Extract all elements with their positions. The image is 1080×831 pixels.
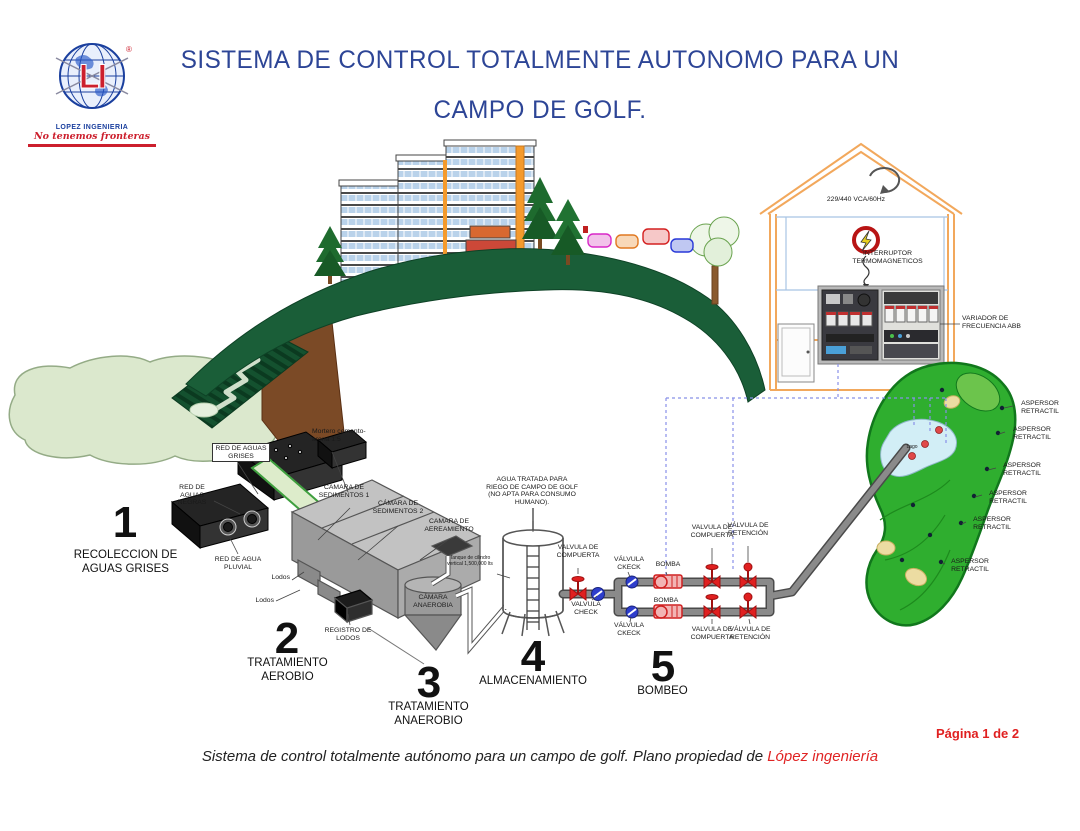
bunker: [877, 541, 895, 555]
footer-caption: [0, 748, 1080, 765]
label-camara-aereamiento: CAMARA DE AEREAMIENTO: [424, 518, 474, 533]
logo-underline: [28, 144, 156, 147]
label-valvula-ckeck-bottom: VÁLVULA CKECK: [613, 622, 645, 637]
label-bomba-top: BOMBA: [655, 561, 681, 568]
label-bomba-bottom: BOMBA: [653, 597, 679, 604]
check-valve-bottom: [626, 606, 638, 618]
label-lago: Lago: [906, 444, 918, 450]
label-tanque: Tanque de cilindro vertical 1,500,000 lts: [447, 555, 493, 567]
label-valvula-ckeck-top: VÁLVULA CKECK: [613, 556, 645, 571]
footer-brand: López ingeniería: [767, 748, 879, 765]
label-valvula-retencion-bottom: VÁLVULA DE RETENCIÓN: [729, 626, 771, 641]
label-aspersor-2: ASPERSOR RETRACTIL: [1013, 426, 1051, 441]
label-lodos-2: Lodos: [255, 597, 274, 604]
stage-3-label: TRATAMIENTO ANAEROBIO: [388, 701, 469, 728]
label-aspersor-6: ASPERSOR RETRACTIL: [951, 558, 989, 573]
label-aspersor-1: ASPERSOR RETRACTIL: [1021, 400, 1059, 415]
label-valvula-compuerta-tank: VALVULA DE COMPUERTA: [556, 544, 600, 559]
stage-5-number: 5: [650, 642, 676, 691]
stage-2-label: TRATAMIENTO AEROBIO: [247, 657, 328, 684]
label-red-aguas-negras: RED DE AGUAS NEGRAS: [177, 484, 207, 507]
label-aspersor-4: ASPERSOR RETRACTIL: [989, 490, 1027, 505]
label-camara-anaerobia: CÁMARA ANAEROBIA: [413, 594, 453, 609]
car-blue: [671, 239, 693, 252]
label-lodos-1: Lodos: [271, 574, 290, 581]
label-registro-de-lodos: REGISTRO DE LODOS: [324, 627, 372, 642]
stage-2-number: 2: [274, 614, 300, 663]
page-number: Página 1 de 2: [936, 726, 1020, 741]
stage-5-label: BOMBEO: [637, 685, 688, 697]
label-aspersor-5: ASPERSOR RETRACTIL: [973, 516, 1011, 531]
label-valvula-compuerta-bottom: VALVULA DE COMPUERTA: [690, 626, 734, 641]
car-pink: [588, 234, 611, 247]
sign-post: [583, 226, 588, 233]
anaerobic-tank: [405, 577, 461, 650]
footer-caption-text: Sistema de control totalmente autónomo para un campo de golf. Plano propiedad de: [201, 748, 768, 765]
stage-3-number: 3: [416, 658, 442, 707]
svg-text:®: ®: [126, 45, 132, 54]
label-vfd: VARIADOR DE FRECUENCIA ABB: [962, 315, 1021, 330]
stage-1-number: 1: [112, 498, 138, 547]
label-interruptor: INTERRUPTOR TERMOMAGNETICOS: [852, 250, 923, 265]
label-voltage: 229/440 VCA/60Hz: [826, 196, 886, 203]
car-orange: [616, 235, 638, 248]
label-red-agua-pluvial: RED DE AGUA PLUVIAL: [214, 556, 262, 571]
label-red-aguas-grises: RED DE AGUAS GRISES: [212, 443, 270, 462]
car-red: [643, 229, 669, 244]
pump-top: [654, 575, 682, 588]
stage-4-label: ALMACENAMIENTO: [479, 675, 587, 687]
logo-tagline: No tenemos fronteras: [33, 131, 151, 142]
page-title-line1: SISTEMA DE CONTROL TOTALMENTE AUTONOMO PARA UN: [180, 46, 900, 74]
electrical-panel: [818, 286, 960, 364]
label-camara-sedimentos-2: CÁMARA DE SEDIMENTOS 2: [372, 500, 424, 515]
pump-bottom: [654, 605, 682, 618]
check-valve-top: [626, 576, 638, 588]
label-camara-sedimentos-1: CAMARA DE SEDIMENTOS 1: [318, 484, 370, 499]
label-aspersor-3: ASPERSOR RETRACTIL: [1003, 462, 1041, 477]
page-title-line2: CAMPO DE GOLF.: [433, 96, 647, 124]
cars: [583, 226, 693, 252]
svg-text:LI: LI: [78, 58, 106, 96]
logo-company-name: LOPEZ INGENIERIA: [55, 124, 129, 131]
label-valvula-compuerta-top: VALVULA DE COMPUERTA: [690, 524, 734, 539]
stage-1-label: RECOLECCION DE AGUAS GRISES: [73, 549, 178, 576]
cabinet: [778, 324, 814, 382]
rotation-arrow-icon: [870, 168, 899, 194]
label-mortero: Mortero cemento-arena 1:5: [312, 428, 366, 443]
stage-4-number: 4: [520, 632, 546, 681]
label-valvula-check-tank: VALVULA CHECK: [571, 601, 601, 616]
label-valvula-retencion-top: VÁLVULA DE RETENCIÓN: [727, 522, 769, 537]
label-agua-tratada: AGUA TRATADA PARA RIEGO DE CAMPO DE GOLF (NO APTA PARA CONSUMO HUMANO).: [486, 476, 578, 506]
